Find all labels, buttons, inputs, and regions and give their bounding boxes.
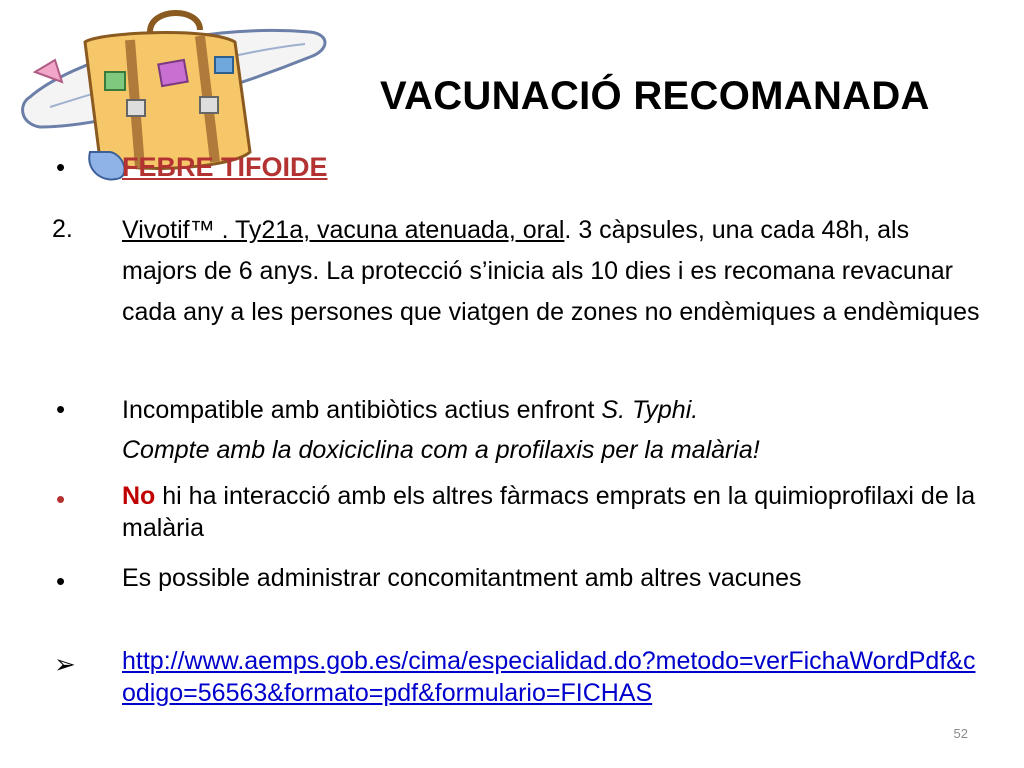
bullet-icon: • [56,152,66,182]
interaction-note [122,480,982,544]
incompatibility-text: Incompatible amb antibiòtics actius enfront [122,396,602,424]
bullet-icon: • [56,484,66,514]
list-number: 2. [52,215,73,243]
page-number: 52 [953,726,968,741]
no-emphasis: No [122,482,156,510]
pathogen-name: S. Typhi. [601,396,699,424]
concomitant-note: Es possible administrar concomitantment amb altres vacunes [122,564,802,592]
slide-title: VACUNACIÓ RECOMANADA [380,74,930,118]
vaccine-name: Vivotif™ . Ty21a, vacuna atenuada, oral [122,216,565,244]
interaction-text: hi ha interacció amb els altres fàrmacs emprats en la quimioprofilaxi de la malària [122,482,976,542]
reference-item [122,645,982,709]
bullet-icon: • [56,394,66,424]
section-heading: FEBRE TIFOIDE [122,152,328,182]
vaccine-description [122,210,982,333]
arrow-bullet-icon: ➢ [54,649,76,679]
incompatibility-note [122,390,982,470]
reference-link[interactable]: http://www.aemps.gob.es/cima/especialidad.do?metodo=verFichaWordPdf&codigo=56563&formato=pdf&formulario=FICHAS [122,647,976,707]
doxycycline-warning: Compte amb la doxiciclina com a profilaxis per la malària! [122,436,760,464]
vaccine-details: . 3 càpsules, una cada 48h, als majors de 6 anys. La protecció s’inicia als 10 dies i es recomana revacunar cada any a les persones que viatgen de zones no endèmiques a endèmiques [122,216,980,326]
bullet-icon: • [56,566,66,596]
